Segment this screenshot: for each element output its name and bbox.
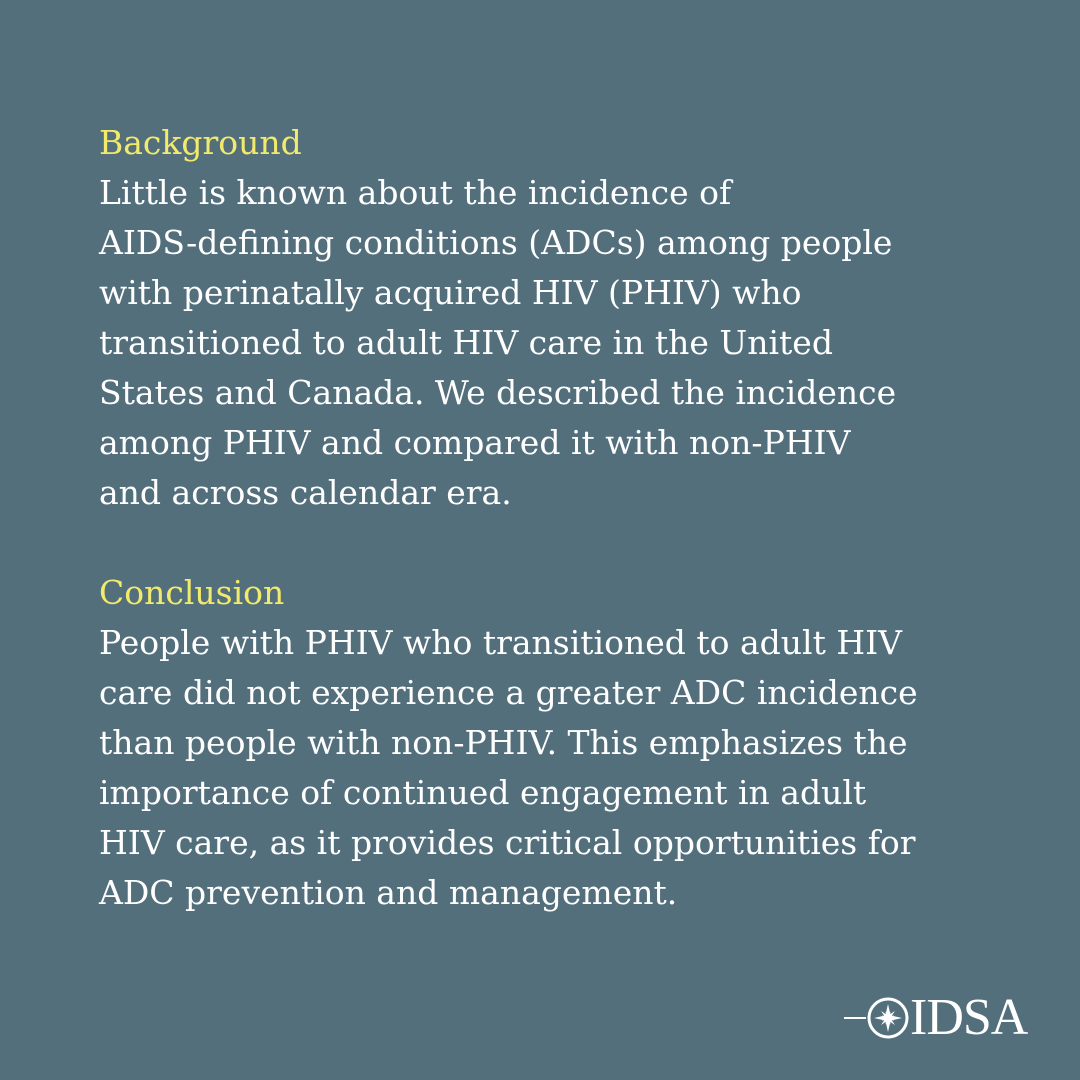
star-compass-icon <box>844 990 912 1046</box>
background-heading: Background <box>99 123 302 162</box>
abstract-content <box>99 118 999 918</box>
logo-text: IDSA <box>910 989 1028 1046</box>
conclusion-section <box>99 568 999 918</box>
background-section <box>99 118 999 518</box>
background-text: Little is known about the incidence of AIDS-defining conditions (ADCs) among people with perinatally acquired HIV (PHIV) who transitioned to adult HIV care in the United States and Canada. We described the incidence among PHIV and compared it with non-PHIV and across calendar era. <box>99 173 897 512</box>
conclusion-text: People with PHIV who transitioned to adult HIV care did not experience a greater ADC incidence than people with non-PHIV. This emphasizes the importance of continued engagement in adult HIV care, as it provides critical opportunities for ADC prevention and management. <box>99 623 918 912</box>
idsa-logo <box>844 990 1027 1046</box>
conclusion-heading: Conclusion <box>99 573 285 612</box>
